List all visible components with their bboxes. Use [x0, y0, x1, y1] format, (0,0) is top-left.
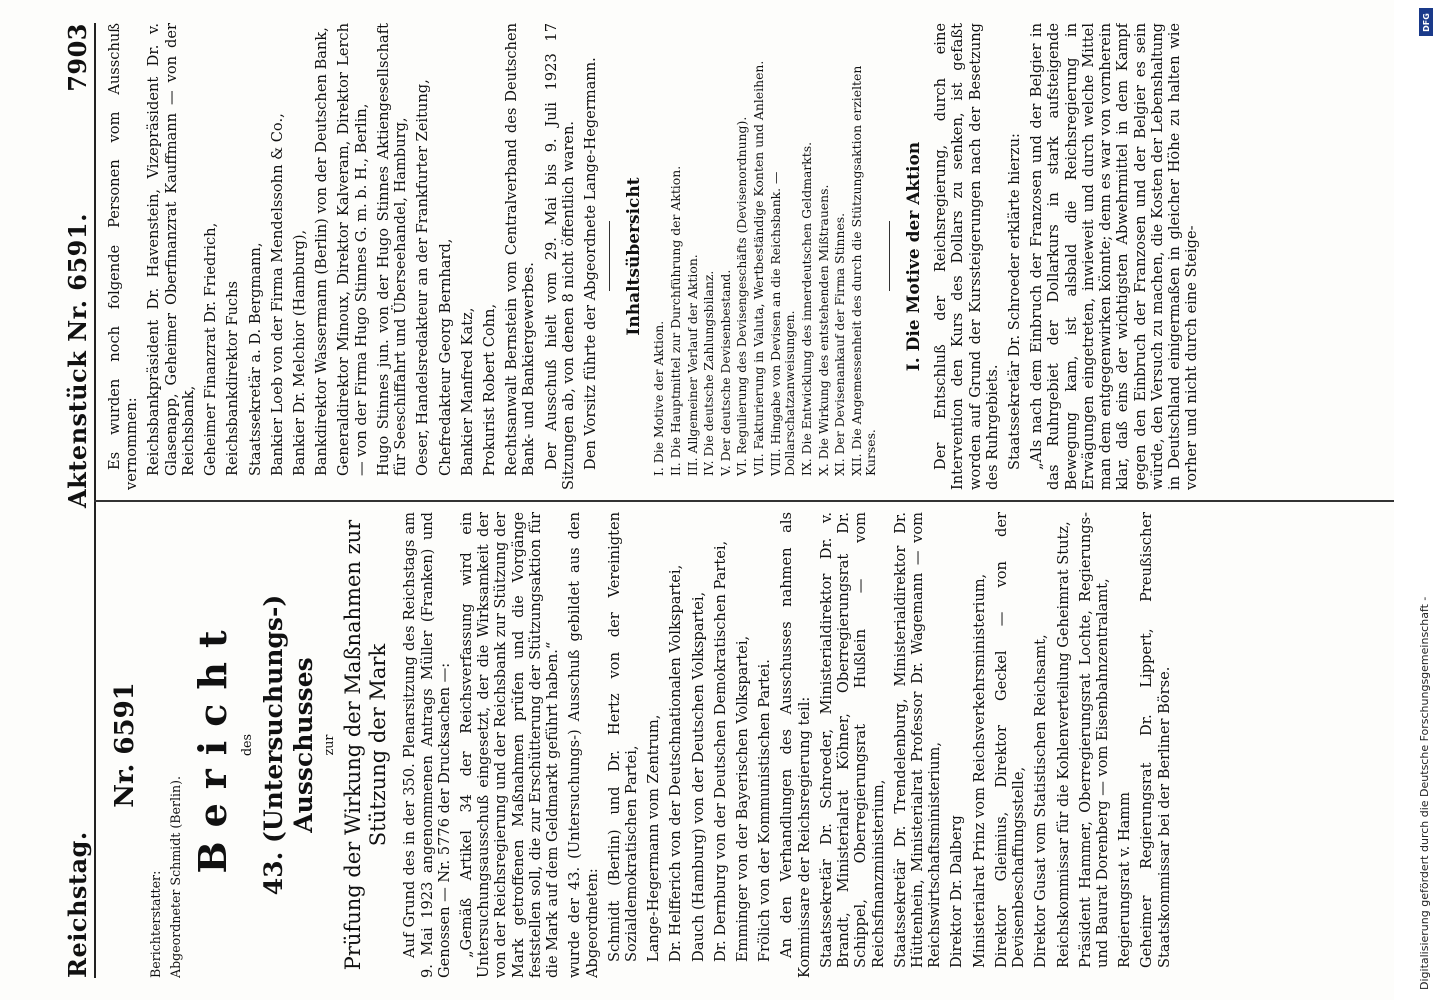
list-item: Direktor Gusat vom Statistischen Reichsamt, [1032, 634, 1050, 968]
paragraph: Den Vorsitz führte der Abgeordnete Lange-Hegermann. [582, 57, 600, 470]
list-item: Geheimer Finanzrat Dr. Friedrich, [202, 222, 220, 476]
paragraph: Auf Grund des in der 350. Plenarsitzung des Reichstags am 9. Mai 1923 angenommenen Antrags Müller (Franken) und Genossen — Nr. 5776 der Drucksachen —: [401, 512, 453, 978]
list-item: Hugo Stinnes jun. von der Hugo Stinnes Aktiengesellschaft für Seeschiffahrt und Überseehandel, Hamburg, [374, 23, 410, 476]
separator [609, 222, 610, 292]
column-left [106, 512, 1406, 978]
paragraph: Es wurden noch folgende Personen vom Ausschuß vernommen: [106, 23, 141, 490]
list-item: Regierungsrat v. Hamm [1116, 792, 1134, 968]
toc-item: III. Allgemeiner Verlauf der Aktion. [684, 254, 700, 476]
heading-des: des [239, 734, 255, 756]
document-number: Nr. 6591 [110, 682, 140, 808]
column-right [106, 23, 1406, 490]
paragraph: Der Ausschuß hielt vom 29. Mai bis 9. Juli 1923 17 Sitzungen ab, von denen 8 nicht öffentlich waren. [542, 23, 577, 490]
list-item: Dr. Helfferich von der Deutschnationalen Volkspartei, [667, 564, 685, 962]
berichterstatter-name: Abgeordneter Schmidt (Berlin). [167, 775, 183, 978]
section-heading: I. Die Motive der Aktion [904, 141, 925, 372]
list-item: Präsident Hammer, Oberregierungsrat Lochte, Regierungs- und Baurat Dorenberg — vom Eisenbahnzentralamt, [1076, 512, 1111, 968]
dfg-logo-text: DFG [1421, 12, 1431, 32]
list-item: Ministerialrat Prinz vom Reichsverkehrsministerium, [970, 573, 988, 968]
toc-item: XI. Der Devisenankauf der Firma Stinnes. [832, 212, 848, 476]
list-item: Geheimer Regierungsrat Dr. Lippert, Preußischer Staatskommissar bei der Berliner Börse. [1138, 512, 1173, 968]
paragraph: wurde der 43. (Untersuchungs-) Ausschuß gebildet aus den Abgeordneten: [566, 512, 601, 978]
toc-item: XII. Die Angemessenheit des durch die Stützungsaktion erzielten Kurses. [848, 65, 879, 476]
list-item: Direktor Gleimius, Direktor Geckel — von der Devisenbeschaffungsstelle, [992, 512, 1028, 968]
separator [889, 222, 890, 292]
running-header [54, 23, 94, 978]
list-item: Chefredakteur Georg Bernhard, [436, 238, 454, 476]
dfg-logo [1419, 8, 1433, 36]
persons-list [145, 23, 537, 490]
list-item: Reichsbankpräsident Dr. Havenstein, Vizepräsident Dr. v. Glasenapp, Geheimer Oberfinanzrat Kauffmann — von der Reichsbank, [145, 23, 197, 476]
digitization-strip [1394, 0, 1434, 1000]
list-item: Staatssekretär Dr. Trendelenburg, Ministerialdirektor Dr. Hüttenhein, Ministerialrat Professor Dr. Wagemann — vom Reichswirtschaftsministerium, [891, 512, 944, 968]
toc-item: VIII. Hingabe von Devisen an die Reichsbank. — Dollarschatzanweisungen. [767, 171, 798, 476]
list-item: Bankier Loeb von der Firma Mendelssohn & Co., [268, 113, 286, 476]
page-number: 7903 [63, 23, 92, 92]
column-divider [94, 500, 1404, 502]
list-item: Lange-Hegermann vom Zentrum, [645, 714, 663, 962]
table-of-contents [652, 23, 879, 490]
list-item: Emminger von der Bayerischen Volkspartei, [734, 635, 752, 962]
commissioner-list [818, 512, 1173, 978]
list-item: Bankier Manfred Katz, [458, 307, 476, 476]
paragraph: Der Entschluß der Reichsregierung, durch eine Intervention den Kurs des Dollars zu senken, ist gefaßt worden auf Grund der Kurssteigerungen nach der Besetzung des Ruhrgebiets. [932, 23, 1001, 490]
quoted-resolution: „Gemäß Artikel 34 der Reichsverfassung wird ein Untersuchungsausschuß eingesetzt, der die Wirksamkeit der von der Reichsregierung und der Reichsbank zur Stützung der Mark getroffenen Maßnahmen prüfen und die Vorgänge feststellen soll, die zur Erschütterung der Stützungsaktion für die Mark auf dem Geldmarkt geführt haben.“ [457, 512, 562, 978]
toc-item: VI. Regulierung des Devisengeschäfts (Devisenordnung). [734, 116, 750, 476]
berichterstatter-label: Berichterstatter: [147, 870, 163, 978]
member-list [606, 512, 774, 978]
list-item: Rechtsanwalt Bernstein vom Centralverband des Deutschen Bank- und Bankiergewerbes. [503, 23, 538, 476]
toc-item: II. Die Hauptmittel zur Durchführung der Aktion. [667, 165, 683, 476]
list-item: Dr. Dernburg von der Deutschen Demokratischen Partei, [711, 540, 729, 962]
list-item: Prokurist Robert Cohn, [480, 303, 498, 476]
header-center: Aktenstück Nr. 6591. [63, 213, 92, 508]
list-item: Dauch (Hamburg) von der Deutschen Volkspartei, [689, 591, 707, 962]
digitization-note: Digitalisierung gefördert durch die Deutsche Forschungsgemeinschaft - [1418, 596, 1431, 990]
toc-item: IV. Die deutsche Zahlungsbilanz. [701, 270, 717, 476]
toc-item: X. Die Wirkung des entstehenden Mißtrauens. [815, 184, 831, 476]
list-item: Staatssekretär Dr. Schroeder, Ministerialdirektor Dr. v. Brandt, Ministerialrat Köhner, Oberregierungsrat Dr. Schippel, Oberregierungsrat Hußlein — vom Reichsfinanzministerium, [817, 512, 887, 968]
toc-item: V. Der deutsche Devisenbestand. [717, 269, 733, 476]
list-item: Staatssekretär a. D. Bergmann, [246, 242, 264, 476]
committee-title: 43. (Untersuchungs-) Ausschusses [259, 594, 318, 896]
heading-zur: zur [321, 734, 337, 756]
report-subject: Prüfung der Wirkung der Maßnahmen zur Stützung der Mark [340, 519, 391, 971]
header-left: Reichstag. [63, 831, 92, 978]
list-item: Direktor Dr. Dalberg [948, 815, 966, 968]
paragraph: Staatssekretär Dr. Schroeder erklärte hierzu: [1005, 133, 1023, 470]
list-item: Schmidt (Berlin) und Dr. Hertz von der Vereinigten Sozialdemokratischen Partei, [605, 512, 640, 962]
quoted-statement: „Als nach dem Einbruch der Franzosen und der Belgier in das Ruhrgebiet der Dollarkurs in stark aufsteigende Bewegung kam, ist alsbald die Reichsregierung in Erwägungen eingetreten, inwieweit und durch welche Mittel man dem entgegenwirken könnte; denn es war von vornherein klar, daß eins der wichtigsten Abwehrmittel in dem Kampf gegen den Einbruch der Franzosen und der Belgier es sein würde, den Versuch zu machen, die Kosten der Lebenshaltung in Deutschland einigermaßen in gleicher Höhe zu halten wie vorher und nicht durch eine Steige- [1028, 23, 1201, 490]
list-item: Bankdirektor Wassermann (Berlin) von der Deutschen Bank, [313, 27, 331, 476]
toc-item: I. Die Motive der Aktion. [651, 320, 667, 476]
toc-item: VII. Fakturierung in Valuta, Wertbeständige Konten und Anleihen. [751, 60, 767, 476]
list-item: Generaldirektor Minoux, Direktor Kalveram, Direktor Lerch — von der Firma Hugo Stinnes G. m. b. H., Berlin, [335, 23, 370, 476]
paragraph: An den Verhandlungen des Ausschusses nahmen als Kommissare der Reichsregierung teil: [778, 512, 813, 978]
rotated-document [46, 0, 1418, 1000]
report-heading: Bericht [190, 616, 236, 874]
list-item: Oeser, Handelsredakteur an der Frankfurter Zeitung, [414, 79, 432, 476]
toc-item: IX. Die Entwicklung des innerdeutschen Geldmarkts. [798, 141, 814, 476]
list-item: Reichsbankdirektor Fuchs [224, 281, 242, 476]
toc-title: Inhaltsübersicht [624, 177, 645, 336]
list-item: Reichskommissar für die Kohlenverteilung Geheimrat Stutz, [1054, 521, 1072, 968]
list-item: Frölich von der Kommunistischen Partei. [756, 659, 774, 962]
list-item: Bankier Dr. Melchior (Hamburg), [290, 229, 308, 476]
